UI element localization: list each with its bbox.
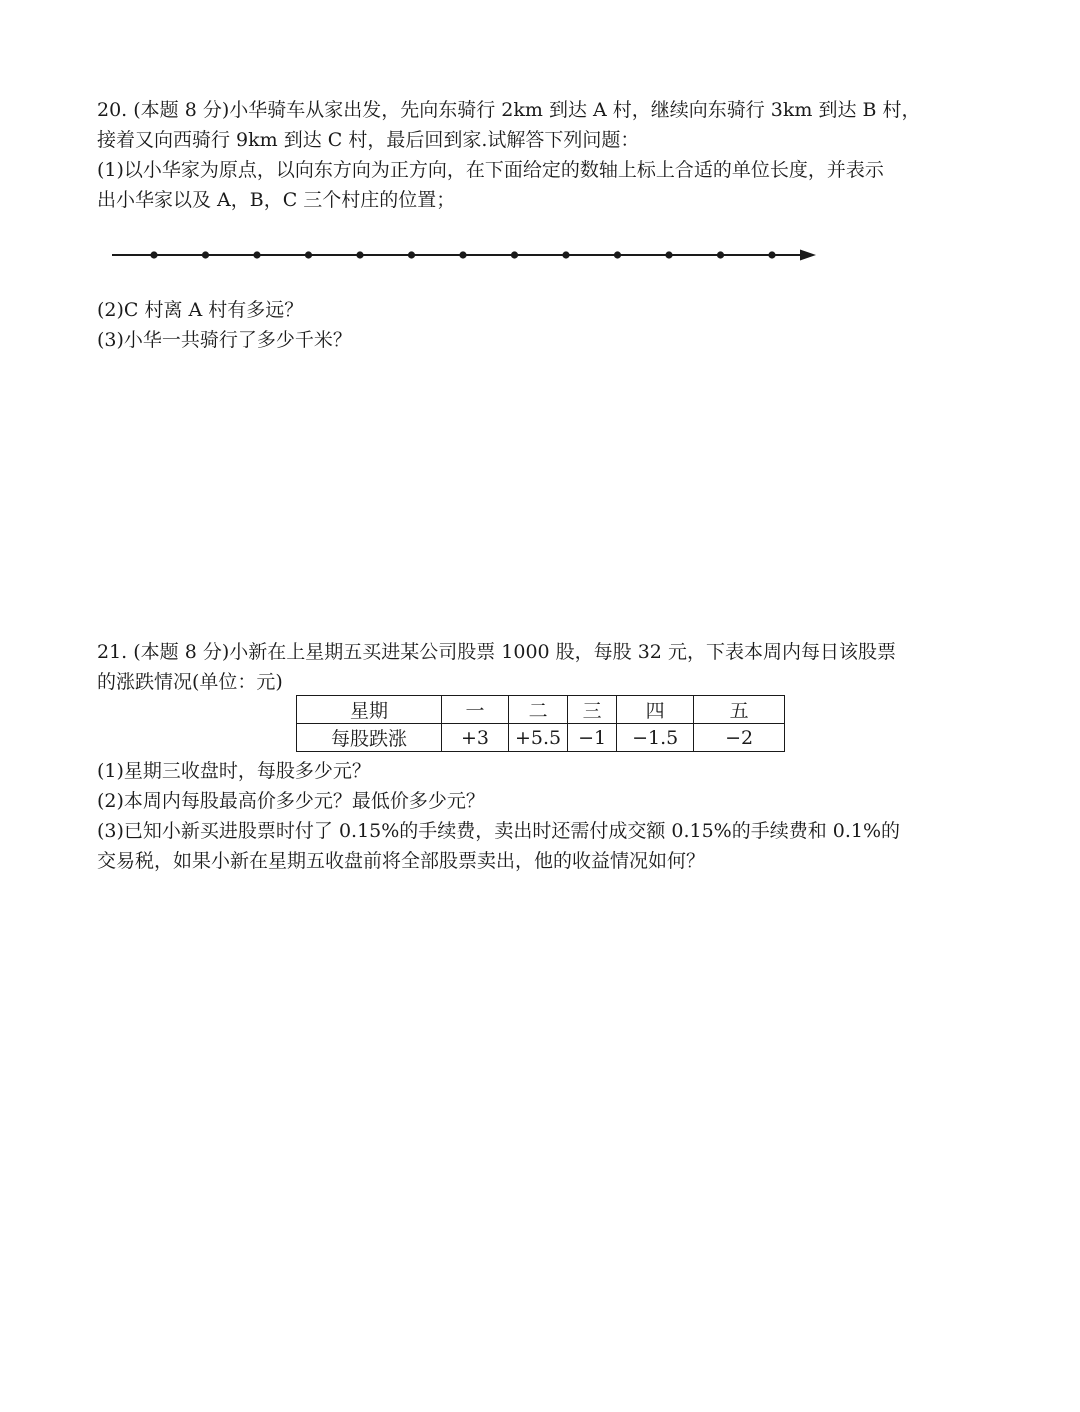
number-line-tick (305, 251, 312, 258)
number-line-tick (717, 251, 724, 258)
table-cell-day: 一 (442, 696, 509, 724)
q21-sub-1: (1)星期三收盘时，每股多少元？ (97, 760, 371, 782)
number-line (110, 242, 830, 273)
table-cell-change: +5.5 (509, 724, 568, 752)
q21-sub-3: (3)已知小新买进股票时付了 0.15%的手续费，卖出时还需付成交额 0.15%的手续费和 0.1%的 (97, 820, 901, 842)
q20-line-2: 接着又向西骑行 9km 到达 C 村，最后回到家.试解答下列问题： (97, 129, 640, 151)
number-line-tick (356, 251, 363, 258)
table-cell-day: 三 (568, 696, 617, 724)
q20-line-3: (1)以小华家为原点，以向东方向为正方向，在下面给定的数轴上标上合适的单位长度，并表示 (97, 159, 884, 181)
number-line-tick (511, 251, 518, 258)
table-cell-day: 四 (617, 696, 694, 724)
question-20 (97, 95, 997, 215)
table-row-changes (297, 724, 785, 752)
table-cell-day: 二 (509, 696, 568, 724)
q21-line-2: 的涨跌情况(单位：元) (97, 671, 283, 693)
q21-sub-3-cont: 交易税，如果小新在星期五收盘前将全部股票卖出，他的收益情况如何？ (97, 850, 706, 872)
question-21 (97, 637, 997, 697)
number-line-tick (459, 251, 466, 258)
q21-sub-2: (2)本周内每股最高价多少元？最低价多少元？ (97, 790, 485, 812)
number-line-tick (150, 251, 157, 258)
number-line-tick (614, 251, 621, 258)
stock-table (296, 695, 785, 752)
number-line-tick (562, 251, 569, 258)
stock-change-table (296, 695, 785, 752)
q20-sub-3: (3)小华一共骑行了多少千米？ (97, 329, 352, 351)
number-line-tick (665, 251, 672, 258)
table-header-day: 星期 (297, 696, 442, 724)
number-line-tick (202, 251, 209, 258)
table-header-change: 每股跌涨 (297, 724, 442, 752)
table-cell-change: −1.5 (617, 724, 694, 752)
q20-sub-2: (2)C 村离 A 村有多远？ (97, 299, 304, 321)
table-cell-change: −1 (568, 724, 617, 752)
table-cell-change: +3 (442, 724, 509, 752)
number-line-tick (253, 251, 260, 258)
q20-subquestions (97, 295, 997, 355)
number-line-svg (110, 242, 830, 268)
q20-line-4: 出小华家以及 A，B，C 三个村庄的位置； (97, 189, 456, 211)
q20-line-1: 20. (本题 8 分)小华骑车从家出发，先向东骑行 2km 到达 A 村，继续向东骑行 3km 到达 B 村， (97, 99, 921, 121)
number-line-tick (408, 251, 415, 258)
q21-line-1: 21. (本题 8 分)小新在上星期五买进某公司股票 1000 股，每股 32 元，下表本周内每日该股票 (97, 641, 896, 663)
table-row-days (297, 696, 785, 724)
number-line-tick (768, 251, 775, 258)
table-cell-change: −2 (694, 724, 785, 752)
table-cell-day: 五 (694, 696, 785, 724)
q21-subquestions (97, 756, 997, 876)
number-line-arrow-icon (800, 250, 816, 261)
